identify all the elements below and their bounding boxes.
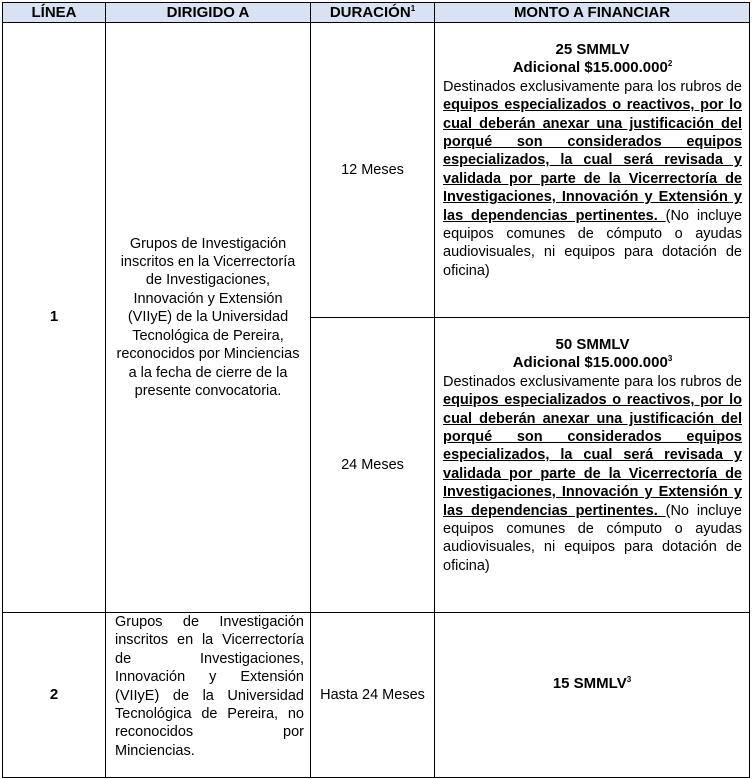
duracion-hasta-24-meses: Hasta 24 Meses [311,613,435,778]
dirigido-2-last: Minciencias. [115,742,195,759]
dirigido-2 [106,613,311,778]
header-monto: MONTO A FINANCIAR [435,3,750,23]
desc-end: (No incluye equipos comunes de cómputo o ayudas audiovisuales, ni equipos para dotación de oficina) [443,207,742,279]
dirigido-2-main: Grupos de Investigación inscritos en la Vicerrectoría de Investigaciones, Innovación y Extensión (VIIyE) de la Universidad Tecnológica de Pereira, no reconocidos por [115,614,304,741]
adicional-label: Adicional $15.000.000 [512,354,668,372]
header-duracion [311,3,435,23]
monto-cell-15-smmlv [435,613,750,778]
table-row-1a [3,23,750,318]
linea-1: 1 [3,23,106,613]
desc-bold: equipos especializados o reactivos, por lo cual deberán anexar una justificación del porqué son considerados equipos especializados, la cual será revisada y validada por parte de la Vicerrectoría de Investigaciones, Innovación y Extensión y las dependencias pertinentes. [443,392,742,519]
footnote-marker: 1 [410,4,416,13]
desc-start: Destinados exclusivamente para los rubros de [443,373,742,390]
duracion-12-meses: 12 Meses [311,23,435,318]
header-row [3,3,750,23]
footnote-marker: 3 [667,354,673,364]
desc-start: Destinados exclusivamente para los rubros de [443,78,742,95]
monto-cell-25-smmlv [435,23,750,318]
monto-title: 50 SMMLV [555,336,630,353]
financing-table [2,2,750,778]
monto-cell-50-smmlv [435,318,750,613]
monto-15-label: 15 SMMLV [552,675,627,692]
linea-2: 2 [3,613,106,778]
footnote-marker: 3 [626,675,632,684]
monto-title: 25 SMMLV [555,41,630,58]
dirigido-1: Grupos de Investigación inscritos en la Vicerrectoría de Investigaciones, Innovación y Extensión (VIIyE) de la Universidad Tecnológica de Pereira, reconocidos por Minciencias a la fecha de cierre de la presente convocatoria. [106,23,311,613]
monto-description [443,373,742,575]
monto-adicional [443,354,742,372]
footnote-marker: 2 [667,59,673,69]
duracion-24-meses: 24 Meses [311,318,435,613]
header-duracion-label: DURACIÓN [329,4,411,21]
adicional-label: Adicional $15.000.000 [512,59,668,77]
desc-bold: equipos especializados o reactivos, por lo cual deberán anexar una justificación del porqué son considerados equipos especializados, la cual será revisada y validada por parte de la Vicerrectoría de Investigaciones, Innovación y Extensión y las dependencias pertinentes. [443,97,742,224]
desc-end: (No incluye equipos comunes de cómputo o ayudas audiovisuales, ni equipos para dotación de oficina) [443,502,742,574]
monto-description [443,78,742,280]
header-linea: LÍNEA [3,3,106,23]
table-row-2 [3,613,750,778]
monto-adicional [443,59,742,77]
header-dirigido: DIRIGIDO A [106,3,311,23]
